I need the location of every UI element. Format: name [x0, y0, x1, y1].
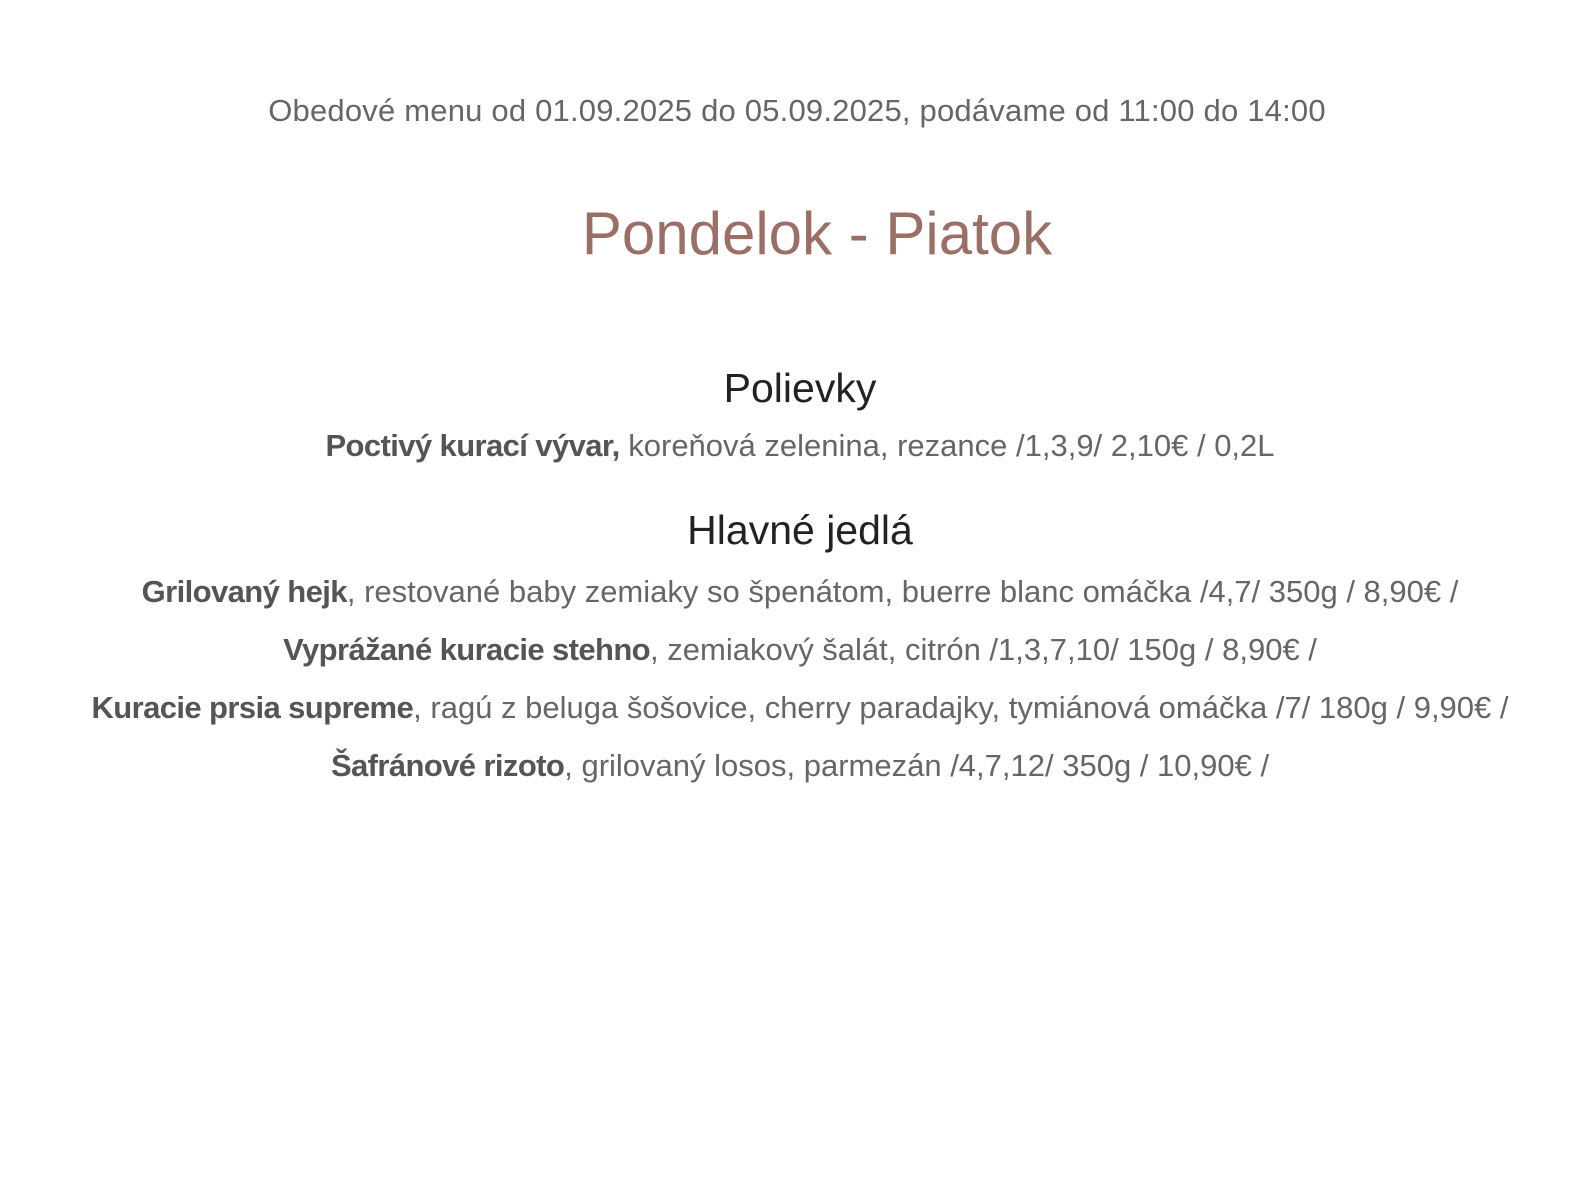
section-title-soups: Polievky [723, 365, 877, 411]
menu-item [70, 624, 1530, 676]
menu-item [70, 740, 1530, 792]
menu-item-details: koreňová zelenina, rezance /1,3,9/ 2,10€ / 0,2L [619, 428, 1275, 463]
menu-item-details: , ragú z beluga šošovice, cherry paradajky, tymiánová omáčka /7/ 180g / 9,90€ / [413, 690, 1509, 725]
menu-item-name: Grilovaný hejk [141, 574, 347, 609]
menu-item [70, 682, 1530, 734]
menu-item-name: Šafránové rizoto [330, 748, 565, 783]
menu-days-heading: Pondelok - Piatok [581, 200, 1053, 267]
menu-item-details: , zemiakový šalát, citrón /1,3,7,10/ 150g / 8,90€ / [650, 632, 1317, 667]
menu-item-name: Kuracie prsia supreme [91, 690, 414, 725]
section-title-main-dishes: Hlavné jedlá [687, 507, 913, 553]
menu-item [70, 420, 1530, 472]
menu-item [70, 566, 1530, 618]
menu-intro-text: Obedové menu od 01.09.2025 do 05.09.2025, podávame od 11:00 do 14:00 [268, 93, 1326, 128]
menu-item-details: , restované baby zemiaky so špenátom, buerre blanc omáčka /4,7/ 350g / 8,90€ / [346, 574, 1459, 609]
menu-item-details: , grilovaný losos, parmezán /4,7,12/ 350g / 10,90€ / [564, 748, 1270, 783]
menu-item-name: Vyprážané kuracie stehno [283, 632, 651, 667]
menu-list [70, 358, 1530, 792]
menu-item-name: Poctivý kurací vývar, [325, 428, 620, 463]
